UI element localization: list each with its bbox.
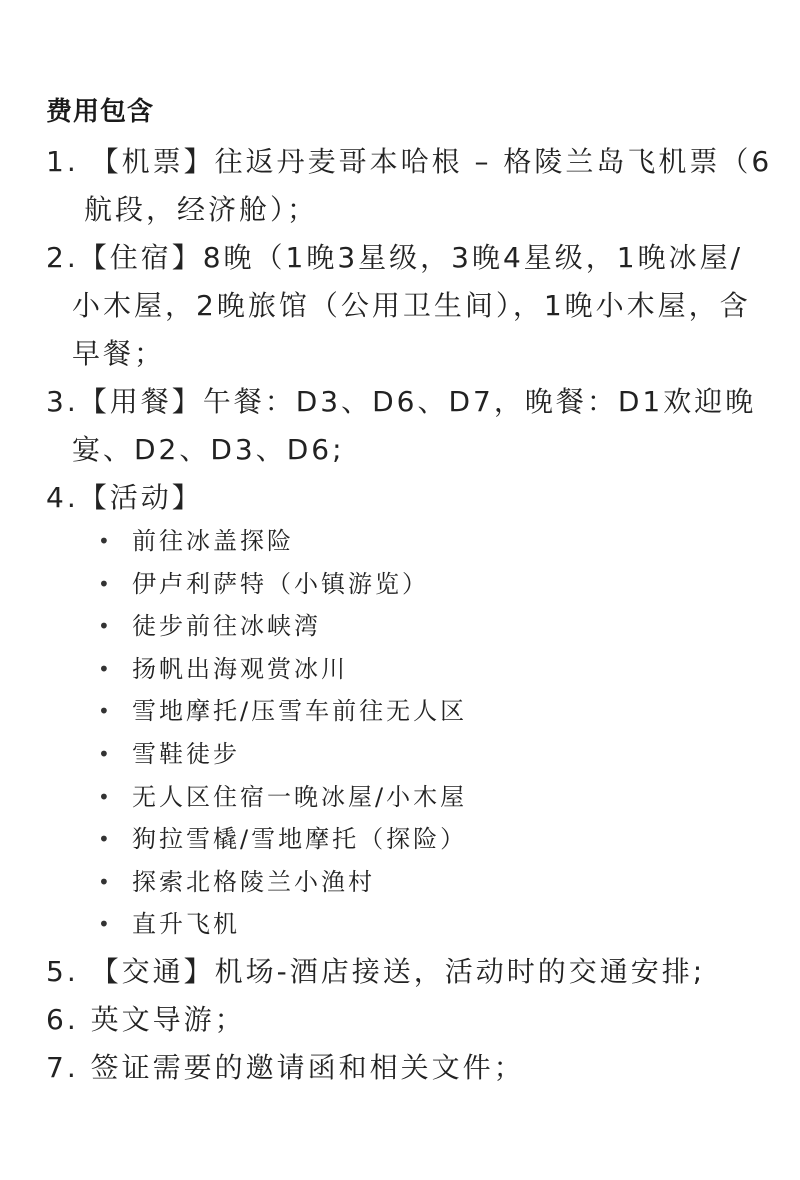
activity-item [96,563,746,606]
activity-item [96,648,746,691]
bullet-icon: • [98,699,113,724]
bullet-icon: • [98,912,113,937]
activity-item [96,903,746,946]
bullet-icon: • [98,741,113,766]
list-item-line: 6. 英文导游； [46,1003,246,1036]
activity-label: 雪地摩托/压雪车前往无人区 [132,697,468,726]
bullet-icon: • [98,784,113,809]
activity-label: 扬帆出海观赏冰川 [132,654,348,683]
activity-label: 伊卢利萨特（小镇游览） [132,569,429,598]
activity-item [96,818,746,861]
bullet-icon: • [98,571,113,596]
section-heading: 费用包含 [46,97,155,127]
list-item-line: 5. 【交通】机场-酒店接送，活动时的交通安排; [46,955,706,988]
activity-item [96,605,746,648]
activity-label: 无人区住宿一晚冰屋/小木屋 [132,782,468,811]
list-item-line: 宴、D2、D3、D6; [72,433,345,466]
list-item-line: 航段，经济舱）； [84,193,319,226]
activity-item [96,776,746,819]
list-item-line: 4.【活动】 [46,481,203,514]
bullet-icon: • [98,656,113,681]
activity-label: 雪鞋徒步 [132,739,240,768]
bullet-icon: • [98,614,113,639]
activities-list [96,520,746,946]
activity-item [96,690,746,733]
bullet-icon: • [98,529,113,553]
list-item-line: 1. 【机票】往返丹麦哥本哈根 – 格陵兰岛飞机票（6 [46,145,773,178]
activity-label: 探索北格陵兰小渔村 [132,867,375,896]
bullet-icon: • [98,869,113,894]
activity-item [96,733,746,776]
activity-item [96,861,746,904]
activity-label: 狗拉雪橇/雪地摩托（探险） [132,825,468,854]
list-item-line: 2.【住宿】8晚（1晚3星级，3晚4星级，1晚冰屋/ [46,241,744,274]
activity-label: 徒步前往冰峡湾 [132,612,321,641]
activity-item [96,520,746,563]
list-item-line: 早餐； [72,337,166,370]
activity-label: 前往冰盖探险 [132,527,294,555]
list-item-line: 3.【用餐】午餐：D3、D6、D7，晚餐：D1欢迎晚 [46,385,757,418]
bullet-icon: • [98,827,113,852]
list-item-line: 7. 签证需要的邀请函和相关文件； [46,1051,525,1084]
list-item-line: 小木屋，2晚旅馆（公用卫生间），1晚小木屋，含 [72,289,751,322]
activity-label: 直升飞机 [132,910,240,939]
